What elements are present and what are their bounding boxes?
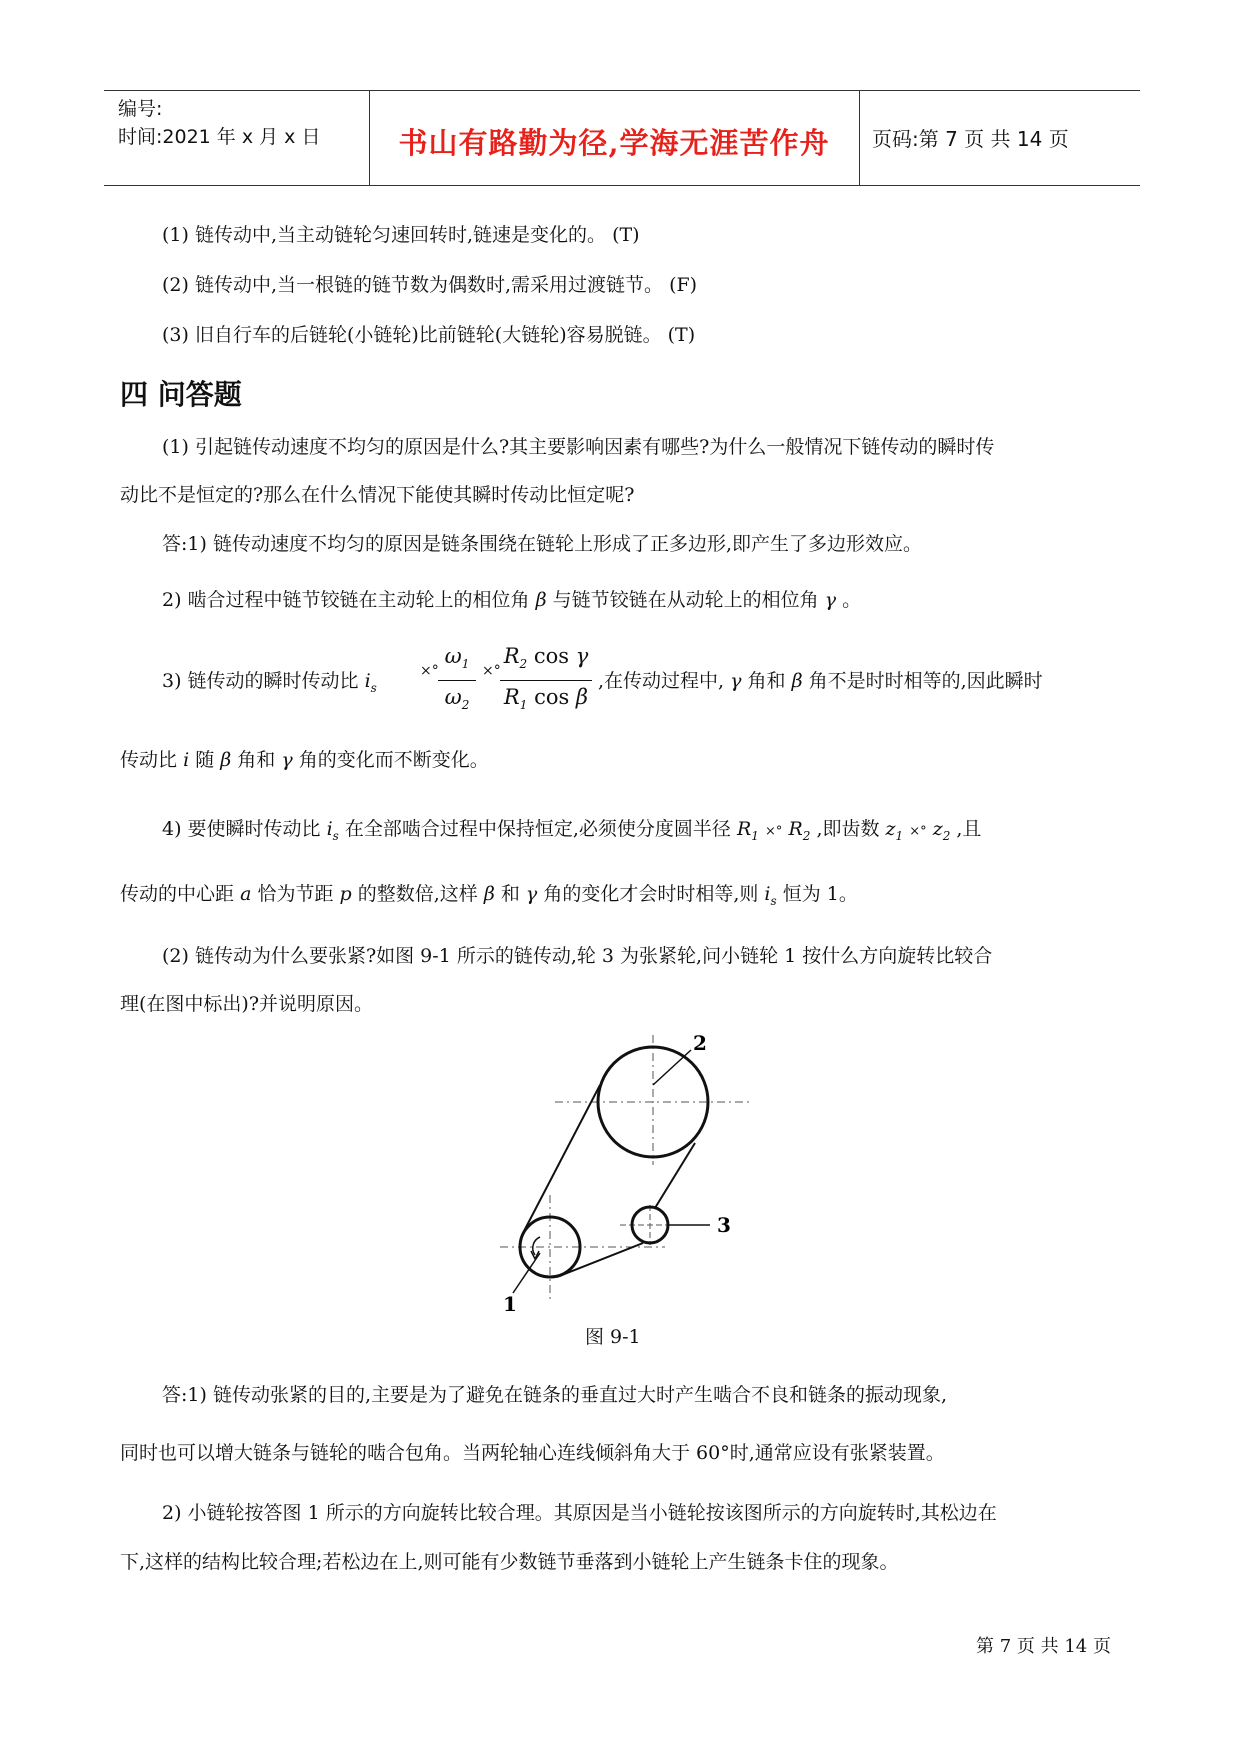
section-title: 四 问答题 [120,378,242,411]
answer-1-4-text: 恰为节距 [257,883,334,905]
answer-1-2-text: 2) 啮合过程中链节铰链在主动轮上的相位角 [162,589,530,611]
motto: 书山有路勤为径,学海无涯苦作舟 [398,126,830,160]
answer-1-2-text: 与链节铰链在从动轮上的相位角 [552,589,819,611]
r1-symbol: $R_1$ [736,818,759,843]
fraction-cos: $\frac{R_2 \cos \gamma}{R_1 \cos \beta}$ [500,640,592,721]
leader-line-2 [653,1050,691,1085]
chain-tight-side [523,1085,600,1233]
answer-1-4-text: 恒为 1。 [782,883,858,905]
equals-glyph: ×° [764,824,783,839]
p-symbol: p [339,883,352,905]
label-3: 3 [717,1213,731,1237]
label-1: 1 [503,1292,517,1315]
figure-caption: 图 9-1 [585,1326,641,1348]
answer-1-3-text: 3) 链传动的瞬时传动比 [162,670,359,692]
header-left-cell [118,95,320,151]
answer-1-4-text: 和 [500,883,520,905]
z1-symbol: $z_1$ [885,818,904,843]
answer-2-1-line2: 同时也可以增大链条与链轮的啮合包角。当两轮轴心连线倾斜角大于 60°时,通常应设有张紧装置。 [120,1442,945,1464]
answer-1-3-text: ,在传动过程中, [598,670,725,692]
answer-1-4-line2 [120,881,858,914]
header-divider [859,91,860,185]
answer-1-1: 答:1) 链传动速度不均匀的原因是链条围绕在链轮上形成了正多边形,即产生了多边形效应。 [162,533,922,555]
beta-symbol: β [791,670,803,692]
fraction-omega: $\frac{\omega_1}{\omega_2}$ [438,640,476,721]
answer-1-4-text: 在全部啮合过程中保持恒定,必须使分度圆半径 [344,818,731,840]
answer-2-1-line1: 答:1) 链传动张紧的目的,主要是为了避免在链条的垂直过大时产生啮合不良和链条的振动现象, [162,1384,948,1406]
i-s-symbol: $i_s$ [764,883,777,908]
question-2-line1: (2) 链传动为什么要张紧?如图 9-1 所示的链传动,轮 3 为张紧轮,问小链轮 1 按什么方向旋转比较合 [162,945,993,967]
equals-glyph: ×° [482,663,501,679]
r2-symbol: $R_2$ [788,818,811,843]
answer-1-3-text: 角不是时时相等的,因此瞬时 [808,670,1043,692]
answer-1-4 [162,816,981,849]
answer-1-4-text: 4) 要使瞬时传动比 [162,818,321,840]
answer-1-2 [162,587,861,613]
time-label: 时间:2021 年 x 月 x 日 [118,126,321,148]
beta-symbol: β [220,749,232,771]
beta-symbol: β [535,589,547,611]
answer-2-2-line2: 下,这样的结构比较合理;若松边在上,则可能有少数链节垂落到小链轮上产生链条卡住的现象。 [120,1551,899,1573]
answer-1-3-line2 [120,747,489,773]
z2-symbol: $z_2$ [932,818,951,843]
a-symbol: a [240,883,252,905]
i-s-symbol: $i_s$ [326,818,339,843]
gamma-symbol: γ [525,883,538,905]
gamma-symbol: γ [824,589,837,611]
answer-1-2-text: 。 [842,589,862,611]
equals-glyph: ×° [909,824,927,839]
page-header [104,90,1140,186]
question-2-line2: 理(在图中标出)?并说明原因。 [120,993,374,1015]
beta-symbol: β [483,883,495,905]
answer-1-3-text: 随 [195,749,215,771]
answer-1-4-text: 传动的中心距 [120,883,235,905]
answer-1-4-text: ,且 [956,818,982,840]
question-1-line2: 动比不是恒定的?那么在什么情况下能使其瞬时传动比恒定呢? [120,484,635,506]
tf-item: (3) 旧自行车的后链轮(小链轮)比前链轮(大链轮)容易脱链。 (T) [162,324,696,346]
answer-1-4-text: 角的变化才会时时相等,则 [543,883,759,905]
gamma-symbol: γ [730,670,742,692]
tf-item: (2) 链传动中,当一根链的链节数为偶数时,需采用过渡链节。 (F) [162,274,698,296]
equals-glyph: ×° [420,663,439,679]
answer-2-2-line1: 2) 小链轮按答图 1 所示的方向旋转比较合理。其原因是当小链轮按该图所示的方向旋转时,其松边在 [162,1502,997,1524]
answer-1-4-text: 的整数倍,这样 [357,883,478,905]
page-label: 页码:第 7 页 共 14 页 [872,127,1069,151]
answer-1-3 [162,668,377,701]
label-2: 2 [693,1031,707,1055]
question-1-line1: (1) 引起链传动速度不均匀的原因是什么?其主要影响因素有哪些?为什么一般情况下链传动的瞬时传 [162,436,995,458]
chain-slack-side [557,1243,643,1277]
i-s-symbol: $i_s$ [364,670,377,695]
figure-9-1 [495,1015,755,1315]
tf-item: (1) 链传动中,当主动链轮匀速回转时,链速是变化的。 (T) [162,224,640,246]
i-symbol: i [183,749,190,771]
answer-1-4-text: ,即齿数 [816,818,880,840]
answer-1-3-text: 角和 [237,749,276,771]
serial-label: 编号: [118,98,163,120]
answer-1-3-text: 角和 [747,670,786,692]
answer-1-3-tail [598,668,1043,694]
answer-1-3-text: 传动比 [120,749,178,771]
gamma-symbol: γ [281,749,293,771]
page-footer: 第 7 页 共 14 页 [976,1636,1111,1657]
answer-1-3-text: 角的变化而不断变化。 [298,749,489,771]
